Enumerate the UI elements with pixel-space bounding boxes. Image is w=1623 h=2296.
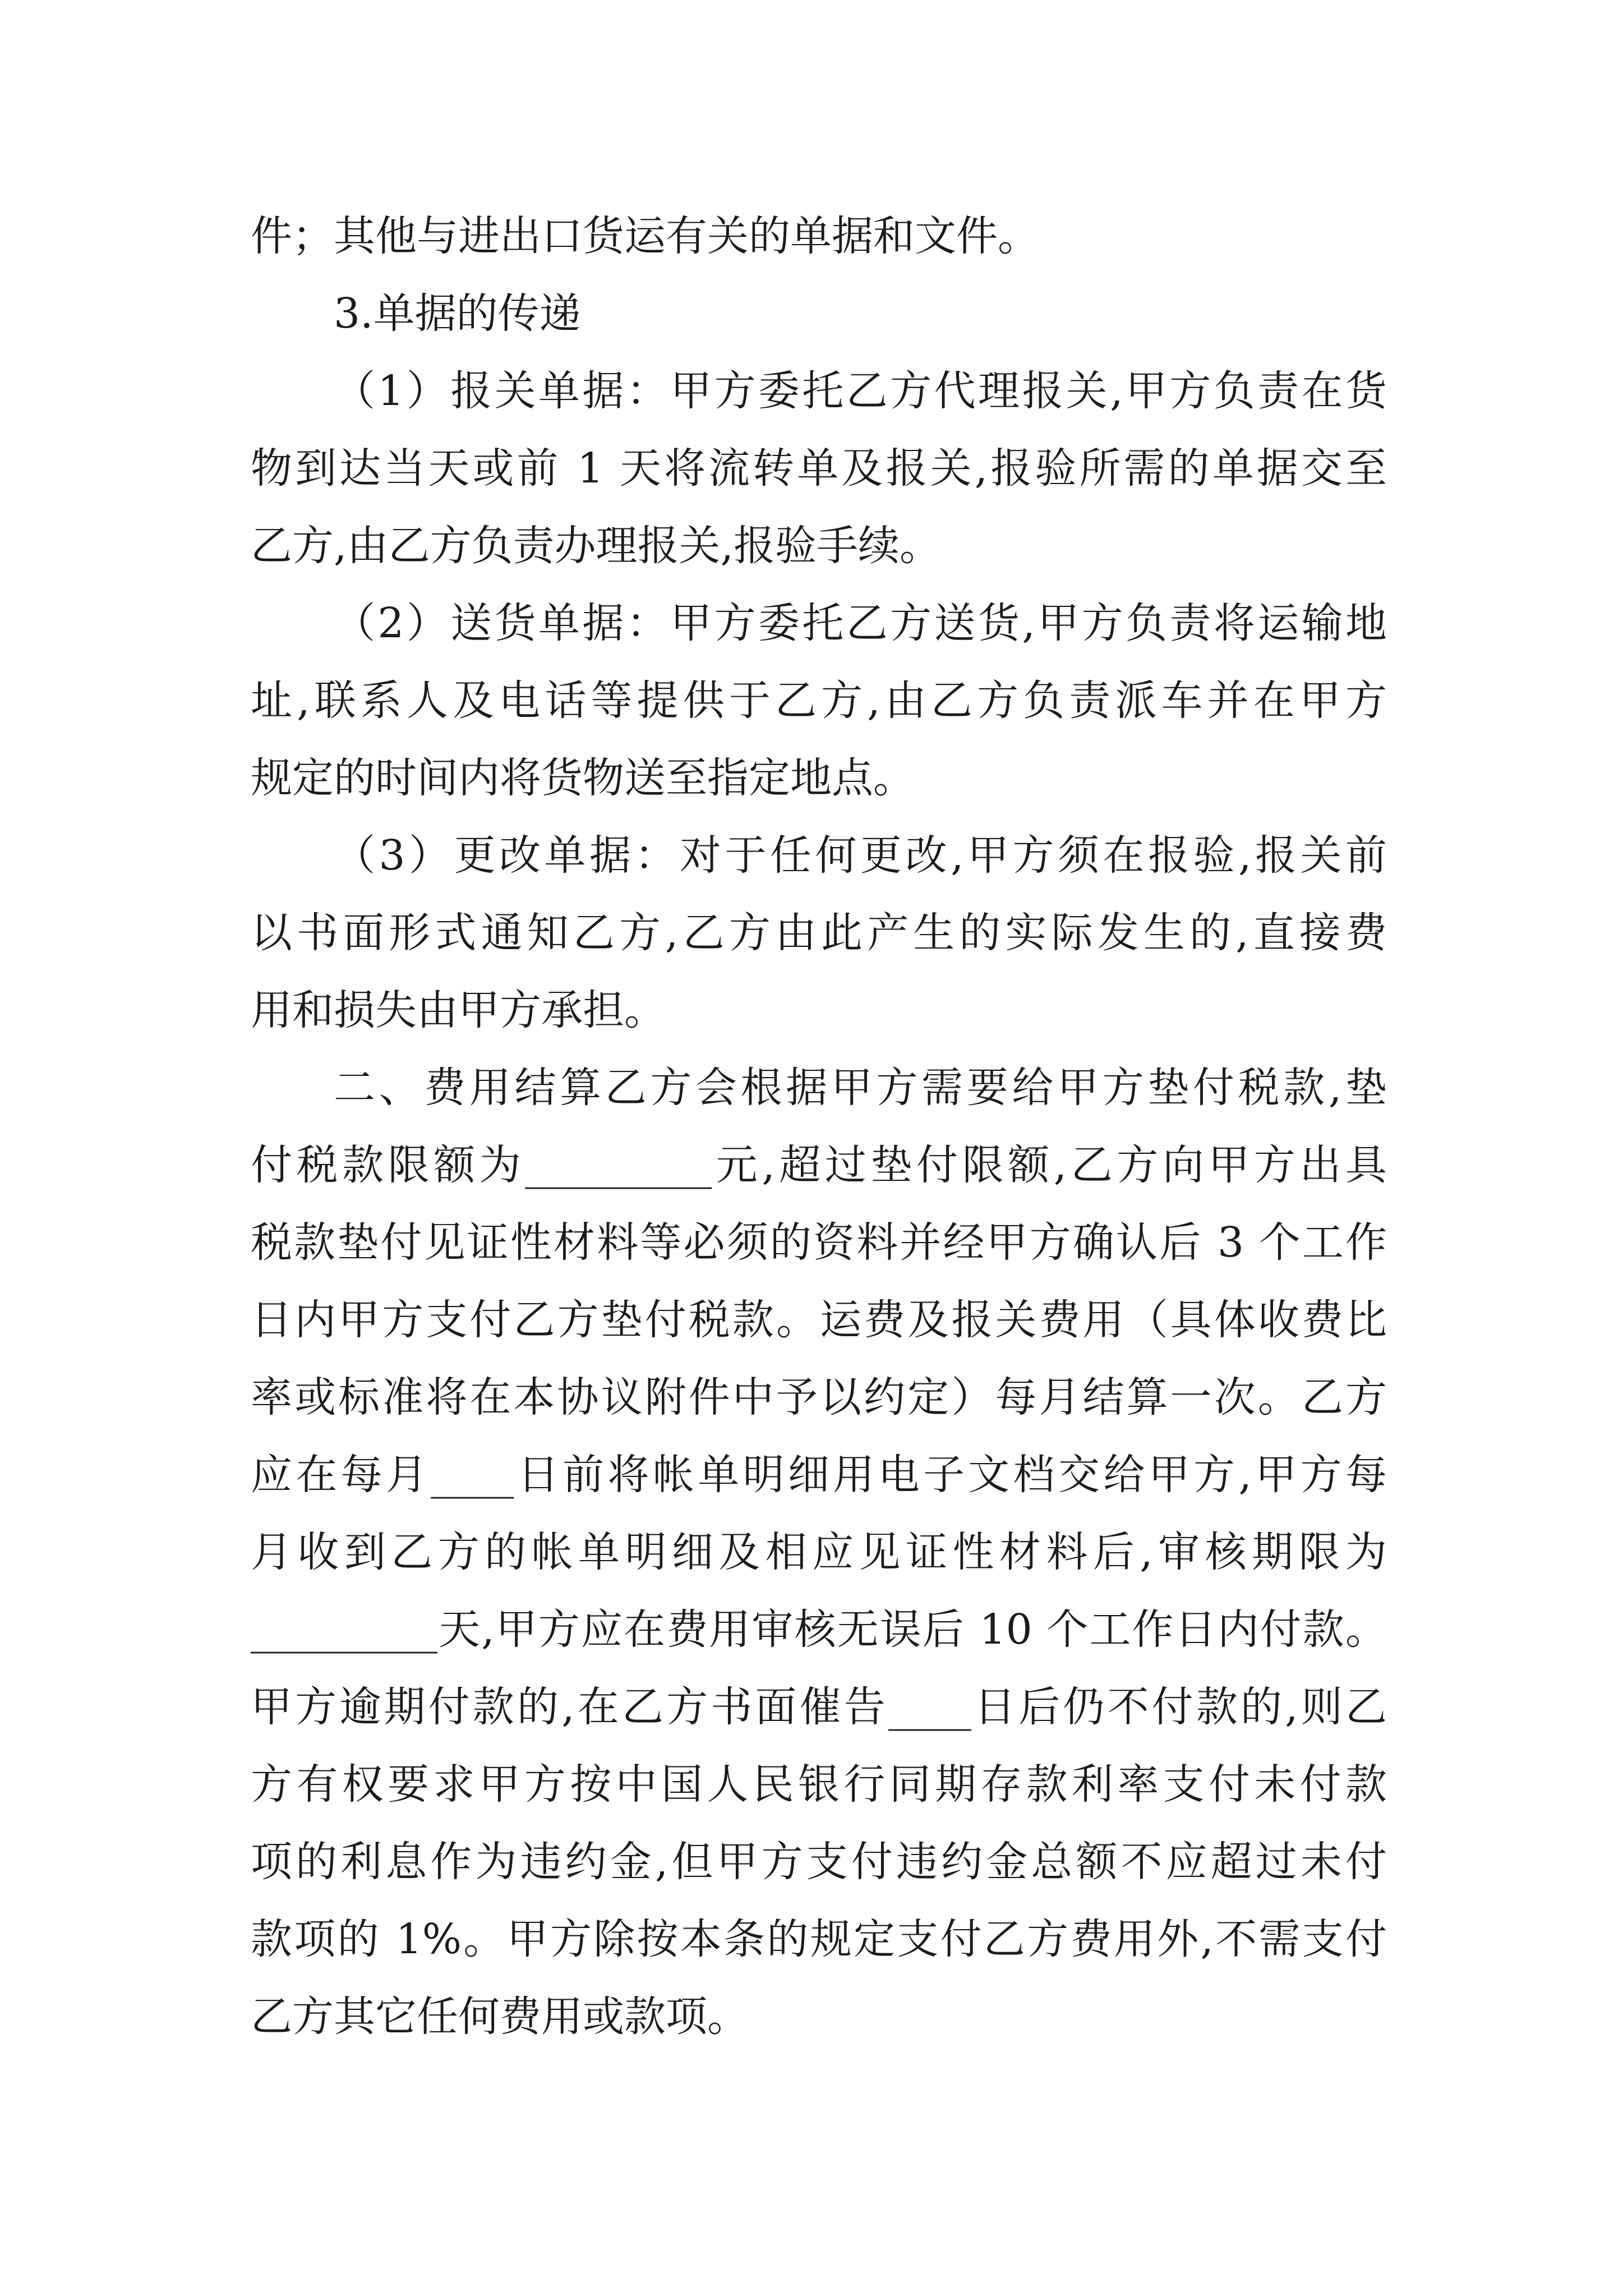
paragraph-customs-documents [251, 352, 1387, 585]
section-heading: 3.单据的传递 [334, 289, 581, 338]
text-line: （1）报关单据：甲方委托乙方代理报关,甲方负责在货 [334, 367, 1387, 415]
document-body [251, 197, 1387, 2055]
text-line: 乙方,由乙方负责办理报关,报验手续。 [251, 522, 942, 570]
section-heading-document-transfer [251, 275, 1387, 352]
text-line: （3）更改单据：对于任何更改,甲方须在报验,报关前 [334, 831, 1387, 880]
text-line: 月收到乙方的帐单明细及相应见证性材料后,审核期限为 [251, 1528, 1387, 1576]
paragraph-fee-settlement [251, 1049, 1387, 2055]
text-line: _________天,甲方应在费用审核无误后 10 个工作日内付款。 [251, 1605, 1387, 1654]
text-line: 二、费用结算乙方会根据甲方需要给甲方垫付税款,垫 [334, 1064, 1387, 1112]
text-line: 款项的 1%。甲方除按本条的规定支付乙方费用外,不需支付 [251, 1915, 1387, 1963]
text-line: （2）送货单据：甲方委托乙方送货,甲方负责将运输地 [334, 599, 1387, 647]
text-line: 日内甲方支付乙方垫付税款。运费及报关费用（具体收费比 [251, 1296, 1387, 1344]
text-line: 税款垫付见证性材料等必须的资料并经甲方确认后 3 个工作 [251, 1218, 1387, 1267]
paragraph-amendment-documents [251, 817, 1387, 1049]
text-line: 甲方逾期付款的,在乙方书面催告____日后仍不付款的,则乙 [251, 1683, 1387, 1731]
paragraph-continuation [251, 197, 1387, 275]
text-line: 项的利息作为违约金,但甲方支付违约金总额不应超过未付 [251, 1838, 1387, 1886]
text-line: 件；其他与进出口货运有关的单据和文件。 [251, 212, 1039, 260]
text-line: 以书面形式通知乙方,乙方由此产生的实际发生的,直接费 [251, 909, 1387, 957]
text-line: 址,联系人及电话等提供于乙方,由乙方负责派车并在甲方 [251, 677, 1387, 725]
text-line: 用和损失由甲方承担。 [251, 986, 666, 1034]
text-line: 付税款限额为_________元,超过垫付限额,乙方向甲方出具 [251, 1141, 1387, 1189]
text-line: 规定的时间内将货物送至指定地点。 [251, 754, 915, 802]
text-line: 方有权要求甲方按中国人民银行同期存款利率支付未付款 [251, 1760, 1387, 1809]
text-line: 率或标准将在本协议附件中予以约定）每月结算一次。乙方 [251, 1373, 1387, 1421]
text-line: 乙方其它任何费用或款项。 [251, 1993, 749, 2041]
text-line: 物到达当天或前 1 天将流转单及报关,报验所需的单据交至 [251, 444, 1387, 493]
text-line: 应在每月____日前将帐单明细用电子文档交给甲方,甲方每 [251, 1451, 1387, 1499]
paragraph-delivery-documents [251, 585, 1387, 817]
